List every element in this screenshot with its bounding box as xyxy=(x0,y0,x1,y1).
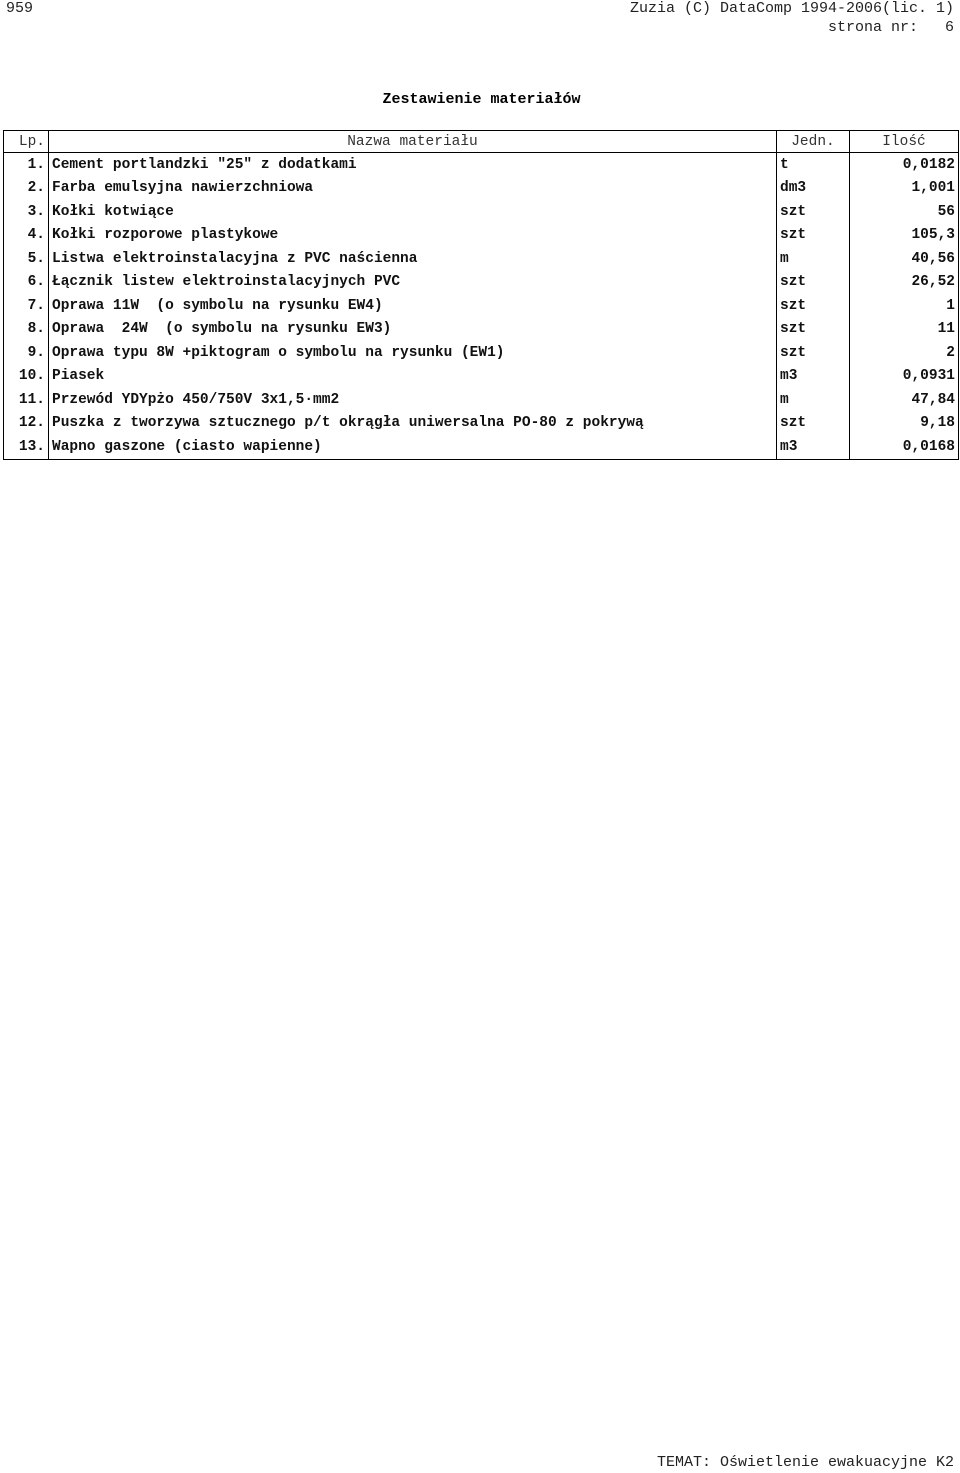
cell-lp: 4. xyxy=(4,224,49,248)
cell-quantity: 105,3 xyxy=(850,224,959,248)
cell-unit: szt xyxy=(777,224,850,248)
cell-unit: szt xyxy=(777,271,850,295)
cell-lp: 9. xyxy=(4,341,49,365)
document-number: 959 xyxy=(6,0,34,17)
cell-quantity: 0,0168 xyxy=(850,435,959,459)
cell-name: Puszka z tworzywa sztucznego p/t okrągła uniwersalna PO-80 z pokrywą xyxy=(49,412,777,436)
cell-lp: 5. xyxy=(4,247,49,271)
cell-lp: 6. xyxy=(4,271,49,295)
cell-quantity: 26,52 xyxy=(850,271,959,295)
cell-lp: 7. xyxy=(4,294,49,318)
cell-quantity: 40,56 xyxy=(850,247,959,271)
page-number: strona nr: 6 xyxy=(827,19,954,36)
cell-name: Oprawa 11W (o symbolu na rysunku EW4) xyxy=(49,294,777,318)
column-header-unit: Jedn. xyxy=(777,131,850,153)
column-header-lp: Lp. xyxy=(4,131,49,153)
cell-name: Piasek xyxy=(49,365,777,389)
cell-lp: 12. xyxy=(4,412,49,436)
table-row xyxy=(4,153,959,177)
cell-unit: m xyxy=(777,388,850,412)
project-topic: TEMAT: Oświetlenie ewakuacyjne K2 xyxy=(656,1454,954,1471)
cell-unit: szt xyxy=(777,200,850,224)
cell-unit: szt xyxy=(777,341,850,365)
table-row xyxy=(4,318,959,342)
cell-lp: 10. xyxy=(4,365,49,389)
cell-unit: szt xyxy=(777,412,850,436)
column-header-quantity: Ilość xyxy=(850,131,959,153)
software-credit: Zuzia (C) DataComp 1994-2006(lic. 1) xyxy=(629,0,954,17)
cell-quantity: 0,0182 xyxy=(850,153,959,177)
cell-name: Listwa elektroinstalacyjna z PVC naścienna xyxy=(49,247,777,271)
table-row xyxy=(4,435,959,459)
column-header-name: Nazwa materiału xyxy=(49,131,777,153)
cell-unit: m xyxy=(777,247,850,271)
cell-name: Wapno gaszone (ciasto wapienne) xyxy=(49,435,777,459)
table-row xyxy=(4,224,959,248)
cell-name: Przewód YDYpżo 450/750V 3x1,5·mm2 xyxy=(49,388,777,412)
cell-quantity: 11 xyxy=(850,318,959,342)
table-row xyxy=(4,200,959,224)
cell-name: Łącznik listew elektroinstalacyjnych PVC xyxy=(49,271,777,295)
cell-lp: 3. xyxy=(4,200,49,224)
page-title: Zestawienie materiałów xyxy=(382,91,581,108)
cell-name: Oprawa 24W (o symbolu na rysunku EW3) xyxy=(49,318,777,342)
cell-quantity: 47,84 xyxy=(850,388,959,412)
cell-name: Kołki kotwiące xyxy=(49,200,777,224)
cell-unit: szt xyxy=(777,294,850,318)
cell-unit: dm3 xyxy=(777,177,850,201)
cell-quantity: 9,18 xyxy=(850,412,959,436)
table-row xyxy=(4,177,959,201)
cell-lp: 8. xyxy=(4,318,49,342)
cell-name: Cement portlandzki "25" z dodatkami xyxy=(49,153,777,177)
cell-unit: t xyxy=(777,153,850,177)
table-header-row xyxy=(4,131,959,153)
table-row xyxy=(4,412,959,436)
cell-quantity: 2 xyxy=(850,341,959,365)
cell-quantity: 0,0931 xyxy=(850,365,959,389)
cell-quantity: 1,001 xyxy=(850,177,959,201)
cell-unit: m3 xyxy=(777,435,850,459)
table-row xyxy=(4,341,959,365)
cell-lp: 11. xyxy=(4,388,49,412)
cell-lp: 2. xyxy=(4,177,49,201)
table-row xyxy=(4,365,959,389)
cell-name: Oprawa typu 8W +piktogram o symbolu na rysunku (EW1) xyxy=(49,341,777,365)
cell-quantity: 56 xyxy=(850,200,959,224)
cell-name: Farba emulsyjna nawierzchniowa xyxy=(49,177,777,201)
cell-name: Kołki rozporowe plastykowe xyxy=(49,224,777,248)
cell-lp: 13. xyxy=(4,435,49,459)
cell-quantity: 1 xyxy=(850,294,959,318)
table-row xyxy=(4,388,959,412)
table-row xyxy=(4,294,959,318)
cell-lp: 1. xyxy=(4,153,49,177)
table-row xyxy=(4,247,959,271)
materials-table xyxy=(3,130,959,460)
cell-unit: szt xyxy=(777,318,850,342)
table-row xyxy=(4,271,959,295)
cell-unit: m3 xyxy=(777,365,850,389)
